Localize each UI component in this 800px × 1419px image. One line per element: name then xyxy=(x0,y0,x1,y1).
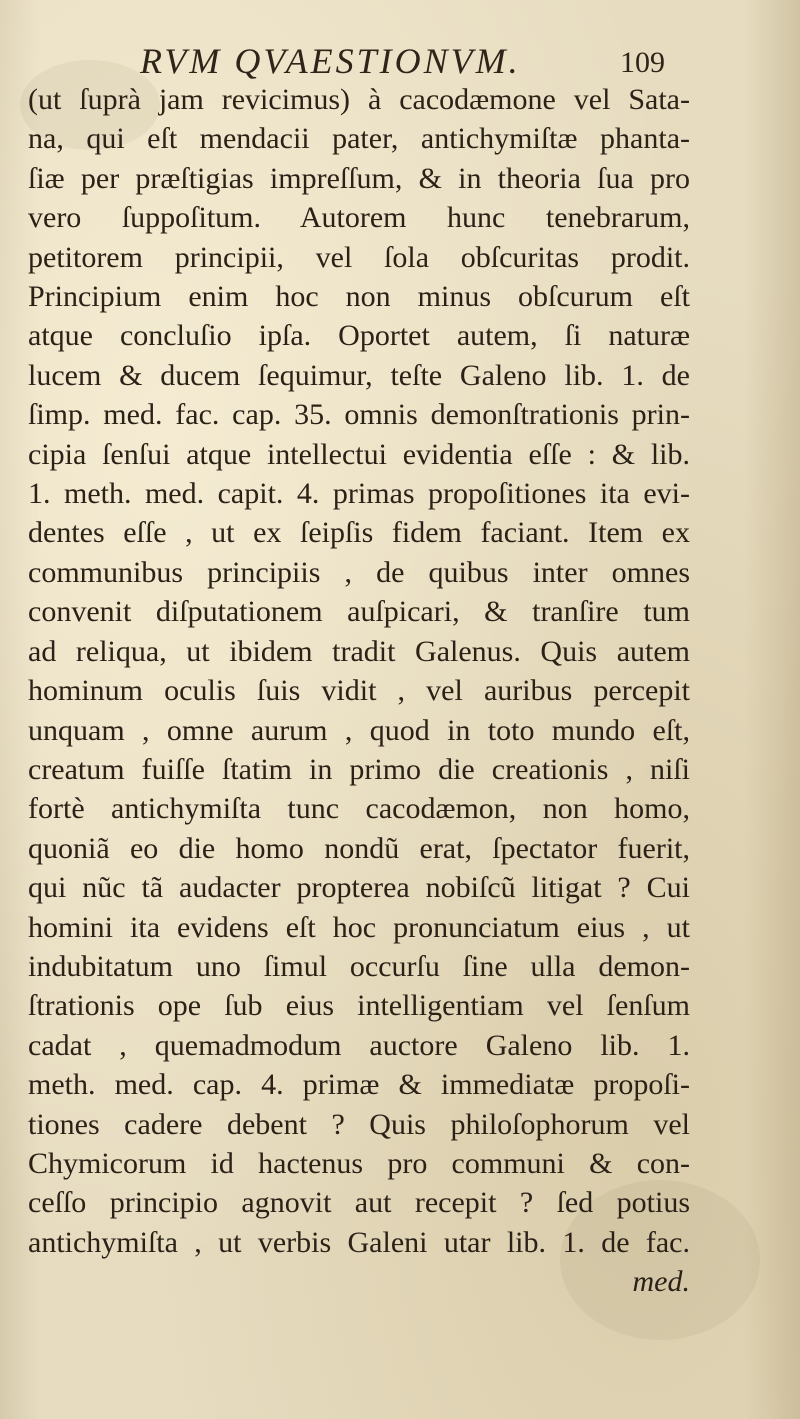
text-line: lucem & ducem ſequimur, teſte Galeno lib. 1. de xyxy=(28,358,690,392)
text-line: indubitatum uno ſimul occurſu ſine ulla demon- xyxy=(28,949,690,983)
text-line: Chymicorum id hactenus pro communi & con- xyxy=(28,1146,690,1180)
text-line: tiones cadere debent ? Quis philoſophorum vel xyxy=(28,1107,690,1141)
text-line: Principium enim hoc non minus obſcurum eſt xyxy=(28,280,690,314)
text-line: ad reliqua, ut ibidem tradit Galenus. Quis autem xyxy=(28,634,690,668)
text-line: cipia ſenſui atque intellectui evidentia eſſe : & lib. xyxy=(28,437,690,471)
page-header xyxy=(0,38,800,82)
text-line: convenit diſputationem auſpicari, & tranſire tum xyxy=(28,595,690,629)
text-line: 1. meth. med. capit. 4. primas propoſitiones ita evi- xyxy=(28,477,690,511)
text-line: antichymiſta , ut verbis Galeni utar lib. 1. de fac. xyxy=(28,1225,690,1259)
text-line: communibus principiis , de quibus inter omnes xyxy=(28,555,690,589)
running-title: RVM QVAESTIONVM. xyxy=(140,41,521,81)
text-line: quoniã eo die homo nondũ erat, ſpectator fuerit, xyxy=(28,831,690,865)
text-line: ſimp. med. fac. cap. 35. omnis demonſtrationis prin- xyxy=(28,398,690,432)
text-line: qui nũc tã audacter propterea nobiſcũ litigat ? Cui xyxy=(28,871,690,905)
text-line: atque concluſio ipſa. Oportet autem, ſi naturæ xyxy=(28,319,690,353)
text-line: creatum fuiſſe ſtatim in primo die creationis , niſi xyxy=(28,752,690,786)
text-line: vero ſuppoſitum. Autorem hunc tenebrarum, xyxy=(28,201,690,235)
text-line: (ut ſuprà jam revicimus) à cacodæmone vel Sata- xyxy=(28,83,690,116)
text-line: dentes eſſe , ut ex ſeipſis fidem faciant. Item ex xyxy=(28,516,690,550)
text-line: unquam , omne aurum , quod in toto mundo eſt, xyxy=(28,713,690,747)
body-text xyxy=(28,80,690,1302)
text-line: meth. med. cap. 4. primæ & immediatæ propoſi- xyxy=(28,1068,690,1102)
page-number: 109 xyxy=(620,46,665,79)
text-line: med. xyxy=(632,1265,690,1299)
text-line: homini ita evidens eſt hoc pronunciatum eius , ut xyxy=(28,910,690,944)
text-line: na, qui eſt mendacii pater, antichymiſtæ phanta- xyxy=(28,122,690,156)
text-line: cadat , quemadmodum auctore Galeno lib. 1. xyxy=(28,1028,690,1062)
text-line: petitorem principii, vel ſola obſcuritas prodit. xyxy=(28,240,690,274)
text-line: ſtrationis ope ſub eius intelligentiam vel ſenſum xyxy=(28,989,690,1023)
text-line: ſiæ per præſtigias impreſſum, & in theoria ſua pro xyxy=(28,161,690,195)
text-line: hominum oculis ſuis vidit , vel auribus percepit xyxy=(28,674,690,708)
text-line: fortè antichymiſta tunc cacodæmon, non homo, xyxy=(28,792,690,826)
text-line: ceſſo principio agnovit aut recepit ? ſed potius xyxy=(28,1186,690,1220)
